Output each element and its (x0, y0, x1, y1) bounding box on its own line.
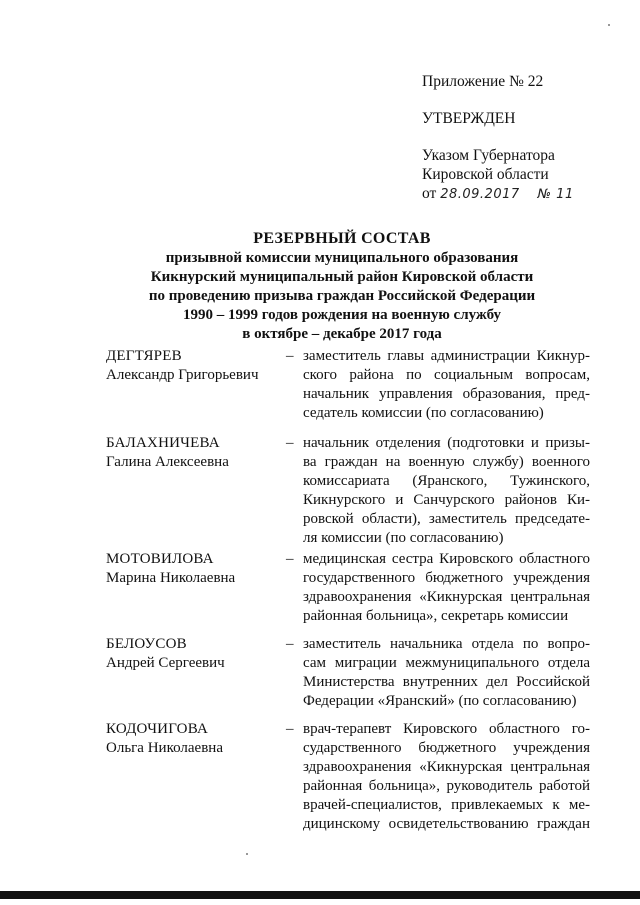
member-role (303, 434, 590, 548)
role-line: здравоохранения «Кикнурская центральная (303, 589, 590, 605)
role-line: врач-терапевт Кировского областного го- (303, 721, 590, 737)
member-given-name: Ольга Николаевна (106, 740, 223, 756)
role-line: дицинскому освидетельствованию граждан (303, 816, 590, 832)
role-line: начальник отделения (подготовки и призы- (303, 435, 590, 451)
role-line: начальник управления образования, пред- (303, 386, 590, 402)
scan-speck (608, 24, 610, 26)
role-line: ля комиссии (по согласованию) (303, 530, 504, 546)
role-line: ровской области), заместитель председате- (303, 511, 590, 527)
document-title (100, 229, 584, 344)
member-given-name: Александр Григорьевич (106, 367, 259, 383)
member-role (303, 720, 590, 834)
member-surname: МОТОВИЛОВА (106, 551, 214, 567)
member-dash: – (286, 721, 294, 737)
handwritten-date: 28.09.2017 (440, 187, 520, 202)
role-line: седатель комиссии (по согласованию) (303, 405, 544, 421)
title-main: РЕЗЕРВНЫЙ СОСТАВ (253, 230, 431, 247)
member-surname: КОДОЧИГОВА (106, 721, 209, 737)
member-given-name: Марина Николаевна (106, 570, 236, 586)
title-line: Кикнурский муниципальный район Кировской области (150, 269, 534, 285)
approval-block (422, 72, 574, 204)
title-line: в октябре – декабре 2017 года (242, 326, 442, 342)
role-line: Кикнурского и Санчурского районов Ки- (303, 492, 590, 508)
role-line: районная больница», руководитель работой (303, 778, 590, 794)
role-line: государственного бюджетного учреждения (303, 570, 590, 586)
role-line: заместитель начальника отдела по вопро- (303, 636, 590, 652)
role-line: сударственного бюджетного учреждения (303, 740, 590, 756)
role-line: ского района по социальным вопросам, (303, 367, 590, 383)
title-line: по проведению призыва граждан Российской Федерации (148, 288, 536, 304)
member-dash: – (286, 435, 294, 451)
member-given-name: Андрей Сергеевич (106, 655, 225, 671)
role-line: Министерства внутренних дел Российской (303, 674, 590, 690)
member-name (106, 720, 284, 758)
member-surname: БАЛАХНИЧЕВА (106, 435, 220, 451)
member-role (303, 635, 590, 711)
decree-date-line (422, 184, 574, 204)
appendix-label: Приложение № 22 (422, 73, 544, 90)
role-line: врачей-специалистов, привлекаемых к ме- (303, 797, 590, 813)
handwritten-order-number: № 11 (537, 187, 574, 202)
role-line: сам миграции межмуниципального отдела (303, 655, 590, 671)
member-surname: БЕЛОУСОВ (106, 636, 187, 652)
decree-line-1: Указом Губернатора (422, 147, 555, 164)
member-given-name: Галина Алексеевна (106, 454, 229, 470)
member-name (106, 635, 284, 673)
member-dash: – (286, 636, 294, 652)
role-line: комиссариата (Яранского, Тужинского, (303, 473, 590, 489)
member-name (106, 550, 284, 588)
role-line: районная больница», секретарь комиссии (303, 608, 569, 624)
role-line: ва граждан на военную службу) военного (303, 454, 590, 470)
approved-label: УТВЕРЖДЕН (422, 110, 516, 127)
member-dash: – (286, 348, 294, 364)
scan-edge-bar (0, 891, 640, 899)
title-line: 1990 – 1999 годов рождения на военную службу (182, 307, 502, 323)
title-line: призывной комиссии муниципального образования (165, 250, 519, 266)
member-role (303, 347, 590, 423)
role-line: заместитель главы администрации Кикнур- (303, 348, 590, 364)
member-dash: – (286, 551, 294, 567)
role-line: Федерации «Яранский» (по согласованию) (303, 693, 577, 709)
member-name (106, 347, 284, 385)
decree-line-2: Кировской области (422, 166, 549, 183)
member-name (106, 434, 284, 472)
role-line: здравоохранения «Кикнурская центральная (303, 759, 590, 775)
date-prefix: от (422, 185, 437, 202)
member-surname: ДЕГТЯРЕВ (106, 348, 182, 364)
scan-speck (246, 853, 248, 855)
role-line: медицинская сестра Кировского областного (303, 551, 590, 567)
member-role (303, 550, 590, 626)
